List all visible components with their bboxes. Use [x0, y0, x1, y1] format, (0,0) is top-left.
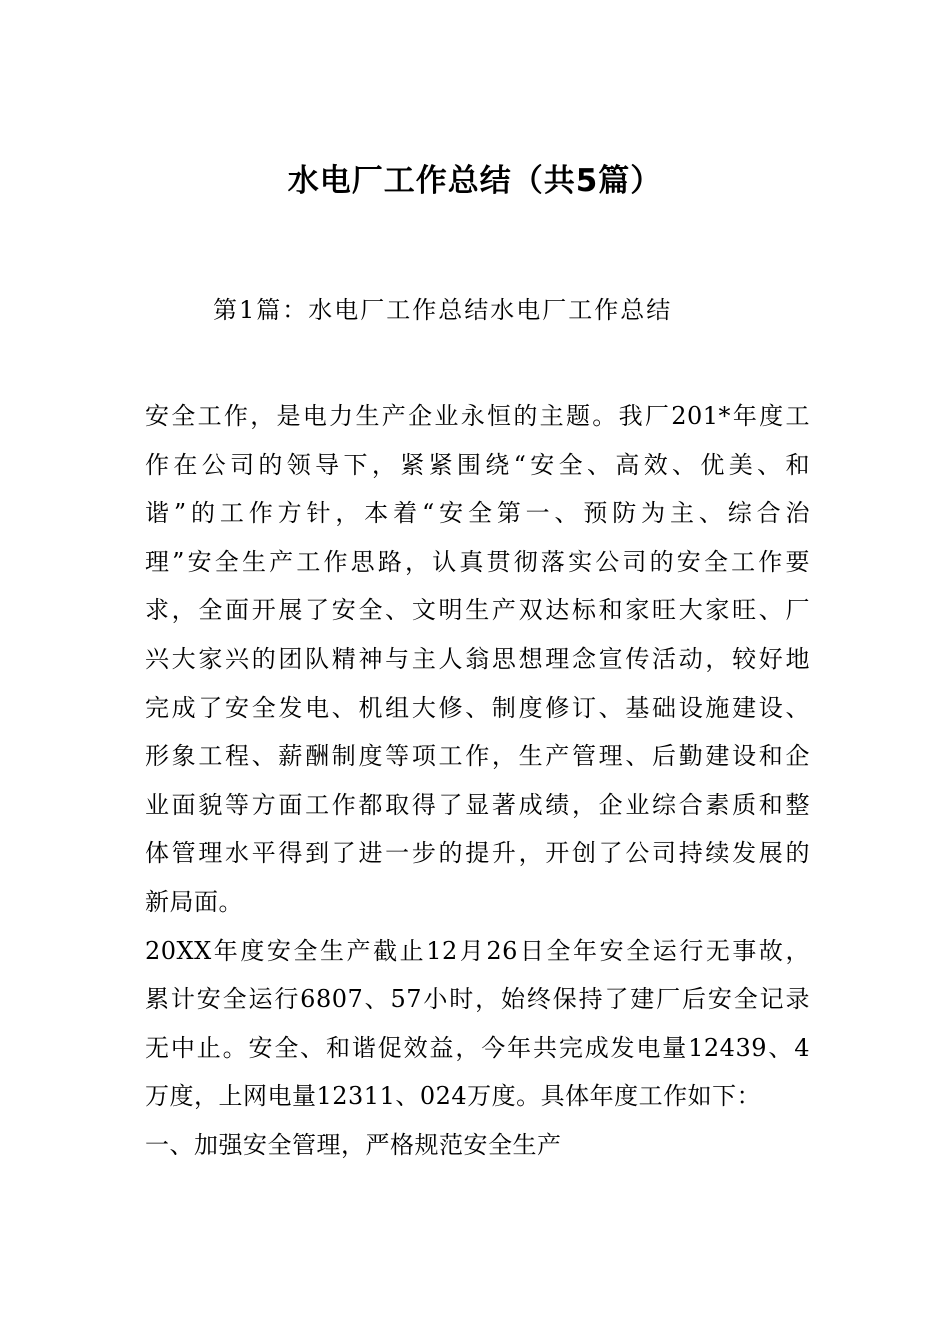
- text-line: 安全工作，是电力生产企业永恒的主题。我厂201*年度工: [145, 402, 810, 430]
- text-line: 作在公司的领导下，紧紧围绕“安全、高效、优美、和: [145, 450, 810, 479]
- text-line: 20XX年度安全生产截止12月26日全年安全运行无事故，: [145, 936, 810, 965]
- text-line: 形象工程、薪酬制度等项工作，生产管理、后勤建设和企: [145, 742, 810, 771]
- text-line: 体管理水平得到了进一步的提升，开创了公司持续发展的: [145, 839, 810, 868]
- paragraph-1: [145, 392, 810, 927]
- text-line: 无中止。安全、和谐促效益，今年共完成发电量12439、4: [145, 1033, 810, 1062]
- paragraph-2: [145, 927, 810, 1121]
- text-line: 兴大家兴的团队精神与主人翁思想理念宣传活动，较好地: [145, 644, 810, 673]
- text-line: 理”安全生产工作思路，认真贯彻落实公司的安全工作要: [145, 547, 810, 576]
- text-line: 累计安全运行6807、57小时，始终保持了建厂后安全记录: [145, 985, 810, 1014]
- document-title: 水电厂工作总结（共5篇）: [287, 163, 663, 199]
- chapter-subtitle: 第1篇：水电厂工作总结水电厂工作总结: [213, 296, 673, 324]
- heading-line: 一、加强安全管理，严格规范安全生产: [145, 1130, 562, 1159]
- document-body: [145, 392, 810, 1170]
- text-line: 求，全面开展了安全、文明生产双达标和家旺大家旺、厂: [145, 596, 810, 625]
- section-heading: [145, 1121, 810, 1170]
- text-line: 完成了安全发电、机组大修、制度修订、基础设施建设、: [145, 693, 810, 722]
- text-line: 新局面。: [145, 887, 243, 916]
- text-line: 业面貌等方面工作都取得了显著成绩，企业综合素质和整: [145, 790, 810, 819]
- text-line: 万度，上网电量12311、024万度。具体年度工作如下：: [145, 1082, 762, 1111]
- text-line: 谐”的工作方针，本着“安全第一、预防为主、综合治: [145, 499, 810, 528]
